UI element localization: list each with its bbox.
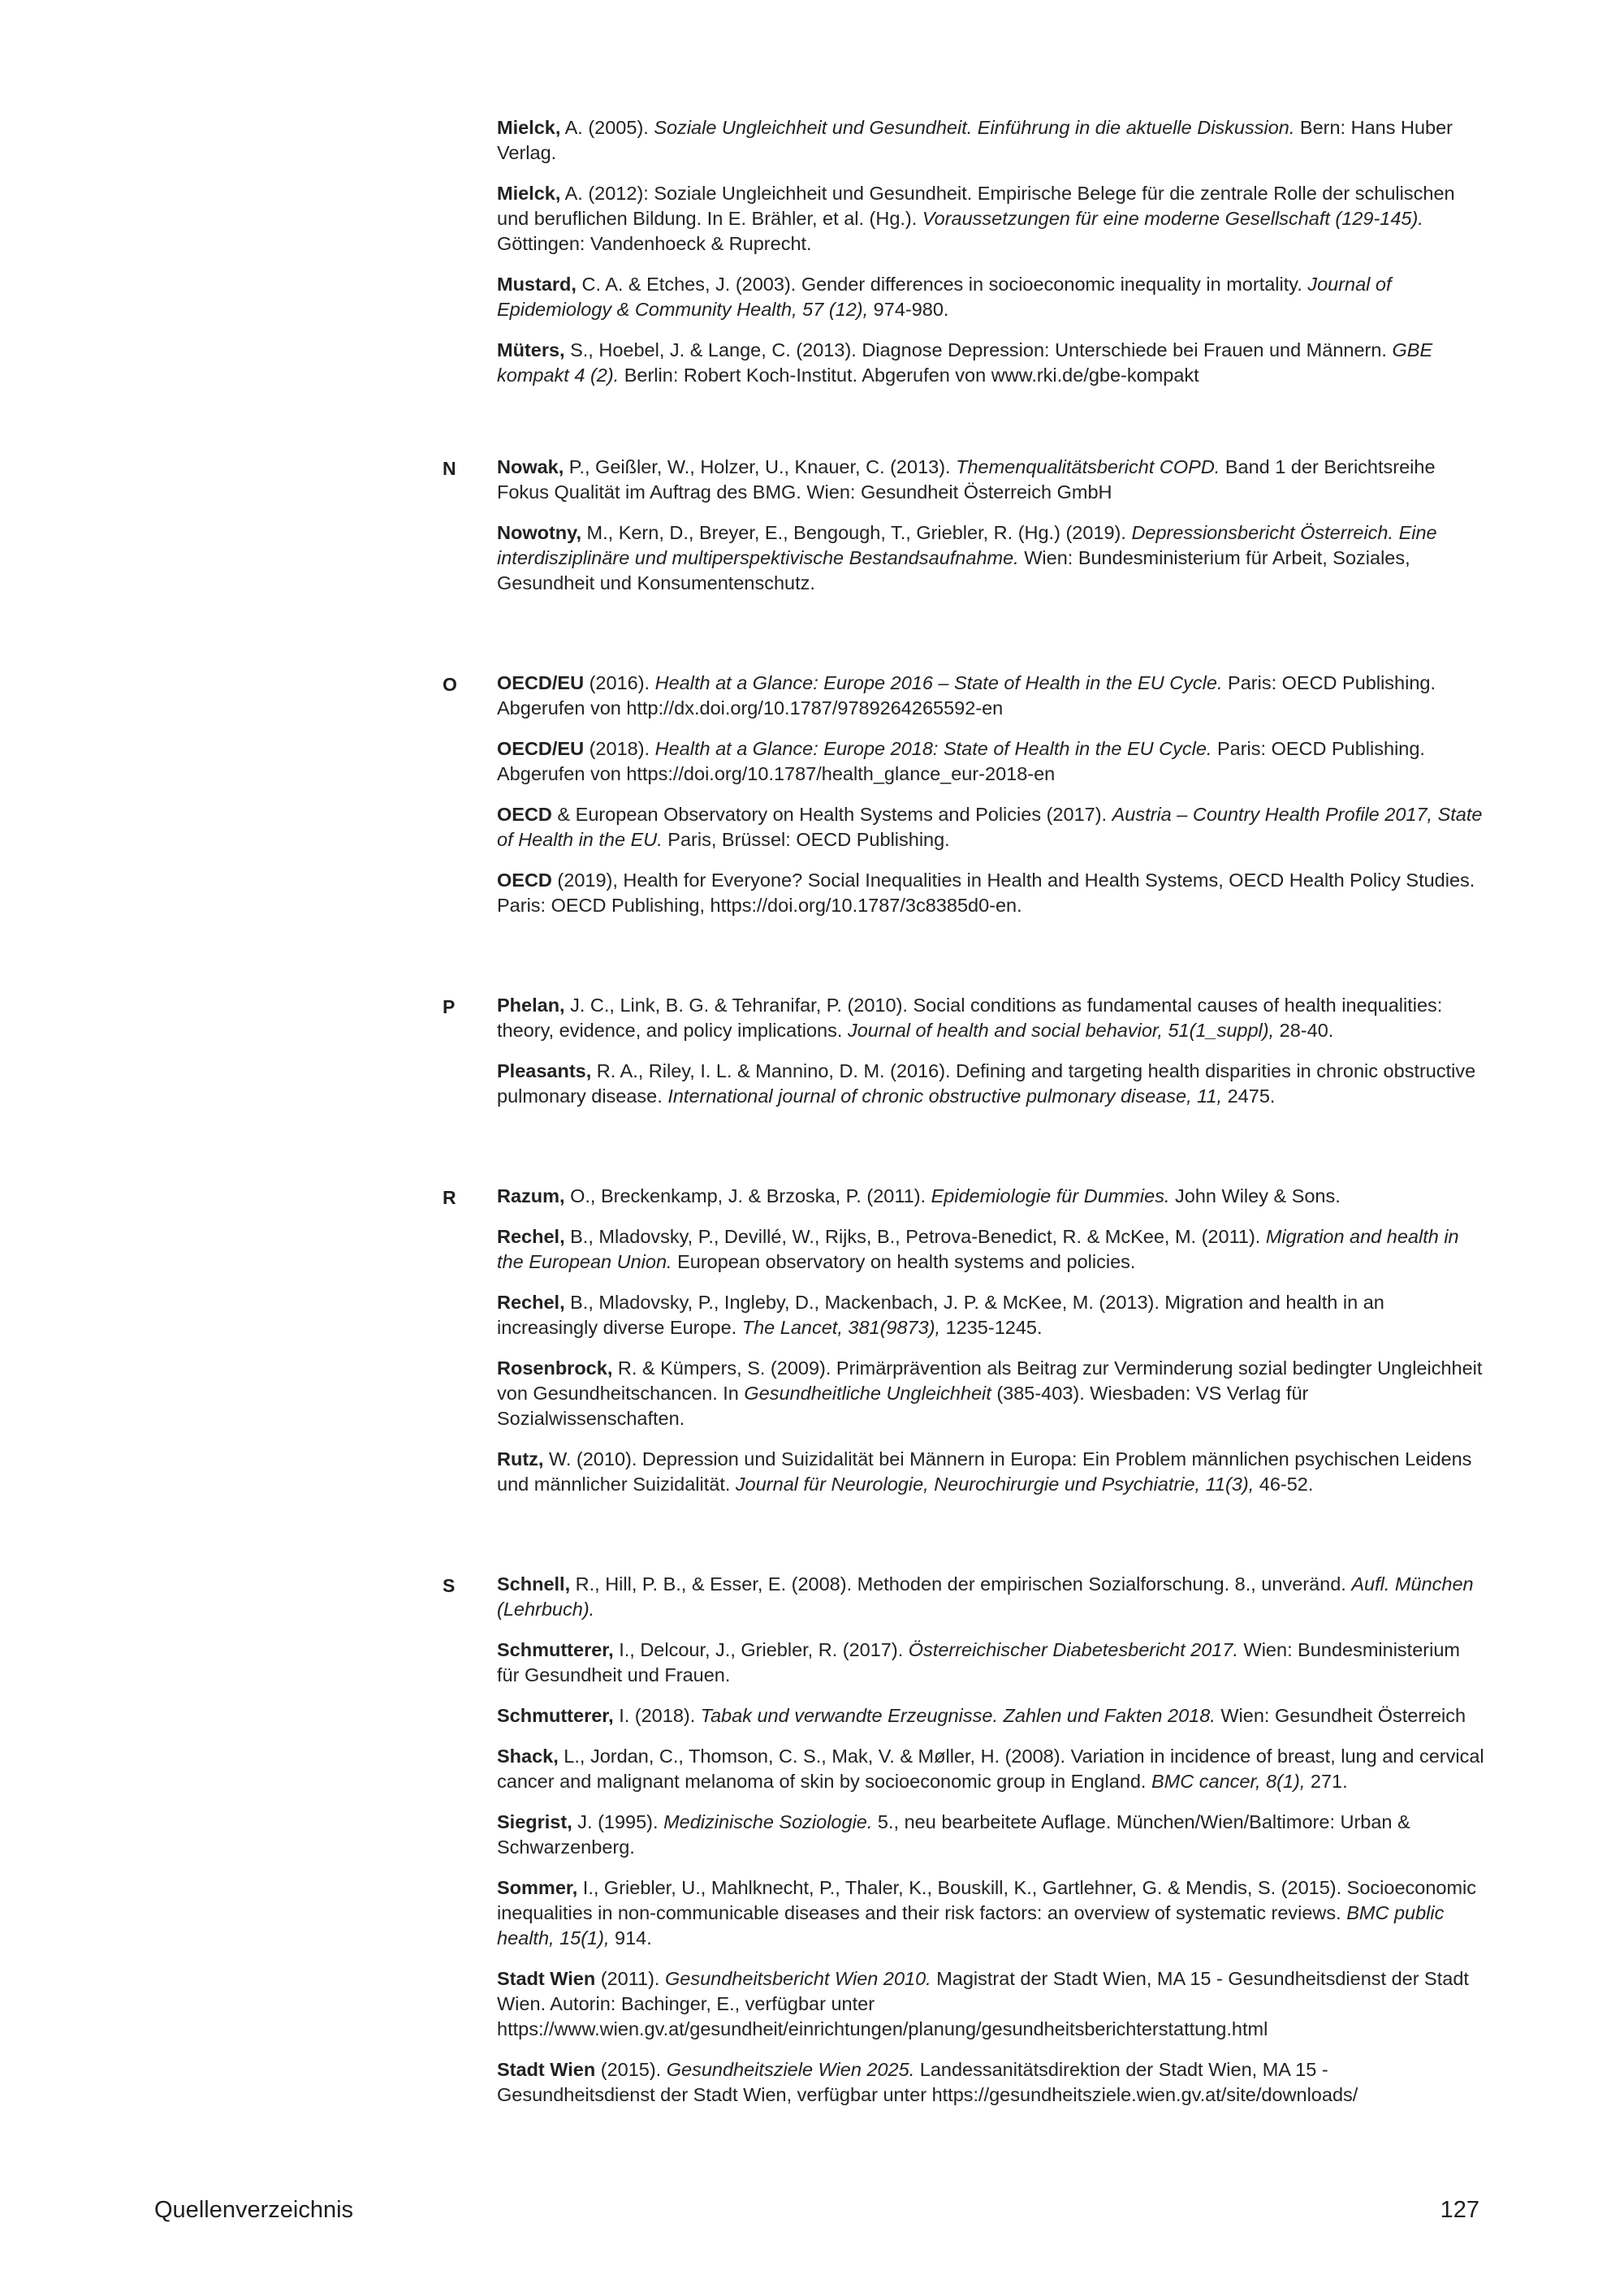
reference-title: Journal of health and social behavior, 51(1_suppl), xyxy=(847,1020,1275,1041)
reference-text: & European Observatory on Health Systems and Policies (2017). xyxy=(551,804,1112,825)
section-letter: S xyxy=(443,1575,456,1596)
reference-entry xyxy=(497,1572,1486,1622)
reference-title: Aufl. München (Lehrbuch). xyxy=(497,1573,1474,1620)
reference-text: Bern: Hans Huber Verlag. xyxy=(497,117,1453,163)
reference-text: (2016). xyxy=(584,672,655,693)
reference-text: B., Mladovsky, P., Devillé, W., Rijks, B., Petrova-Benedict, R. & McKee, M. (2011). xyxy=(564,1226,1266,1247)
reference-author: Stadt Wien xyxy=(497,2059,596,2080)
reference-entry xyxy=(497,993,1486,1043)
reference-title: Österreichischer Diabetesbericht 2017. xyxy=(908,1639,1238,1660)
reference-author: Schnell, xyxy=(497,1573,571,1595)
reference-author: Rechel, xyxy=(497,1226,565,1247)
reference-text: I., Delcour, J., Griebler, R. (2017). xyxy=(613,1639,909,1660)
reference-entry xyxy=(497,671,1486,721)
bibliography xyxy=(0,115,1624,2182)
reference-author: Rosenbrock, xyxy=(497,1357,613,1379)
reference-section xyxy=(0,115,1624,388)
reference-author: OECD/EU xyxy=(497,672,585,693)
reference-author: Rutz, xyxy=(497,1448,544,1470)
reference-title: Medizinische Soziologie. xyxy=(663,1811,873,1832)
reference-title: Migration and health in the European Union. xyxy=(497,1226,1459,1272)
reference-title: Depressionsbericht Österreich. Eine interdisziplinäre und multiperspektivische Bestandsaufnahme. xyxy=(497,522,1437,568)
reference-text: 271. xyxy=(1305,1771,1348,1792)
reference-text: (2015). xyxy=(595,2059,667,2080)
reference-text: Wien: Gesundheit Österreich xyxy=(1215,1705,1466,1726)
reference-entry xyxy=(497,1875,1486,1951)
reference-author: OECD xyxy=(497,804,552,825)
reference-title: Gesundheitsziele Wien 2025. xyxy=(666,2059,915,2080)
reference-text: C. A. & Etches, J. (2003). Gender differences in socioeconomic inequality in mortality. xyxy=(576,274,1308,295)
reference-text: Landessanitätsdirektion der Stadt Wien, MA 15 - Gesundheitsdienst der Stadt Wien, verfügbar unter https://gesundheitsziele.wien.gv.at/site/downloads/ xyxy=(497,2059,1358,2105)
reference-text: 28-40. xyxy=(1274,1020,1334,1041)
reference-entry xyxy=(497,1744,1486,1794)
reference-author: Razum, xyxy=(497,1185,565,1206)
reference-author: Phelan, xyxy=(497,995,565,1016)
reference-text: Berlin: Robert Koch-Institut. Abgerufen von www.rki.de/gbe-kompakt xyxy=(619,365,1199,386)
reference-title: Journal für Neurologie, Neurochirurgie und Psychiatrie, 11(3), xyxy=(735,1474,1255,1495)
reference-text: (2011). xyxy=(595,1968,665,1989)
reference-list xyxy=(497,115,1486,388)
reference-author: Nowotny, xyxy=(497,522,581,543)
reference-entry xyxy=(497,1703,1486,1728)
reference-entry xyxy=(497,1224,1486,1275)
reference-text: L., Jordan, C., Thomson, C. S., Mak, V. & Møller, H. (2008). Variation in incidence of breast, lung and cervical cancer and malignant melanoma of skin by socioeconomic group in England. xyxy=(497,1746,1484,1792)
reference-text: Paris, Brüssel: OECD Publishing. xyxy=(662,829,950,850)
reference-text: John Wiley & Sons. xyxy=(1169,1185,1341,1206)
reference-title: GBE kompakt 4 (2). xyxy=(497,339,1433,386)
reference-text: I. (2018). xyxy=(613,1705,701,1726)
reference-title: BMC cancer, 8(1), xyxy=(1151,1771,1306,1792)
reference-text: 5., neu bearbeitete Auflage. München/Wien/Baltimore: Urban & Schwarzenberg. xyxy=(497,1811,1410,1858)
reference-entry xyxy=(497,1290,1486,1340)
reference-title: Epidemiologie für Dummies. xyxy=(931,1185,1170,1206)
reference-text: (385-403). Wiesbaden: VS Verlag für Sozialwissenschaften. xyxy=(497,1383,1309,1429)
reference-entry xyxy=(497,1966,1486,2042)
reference-text: R. A., Riley, I. L. & Mannino, D. M. (2016). Defining and targeting health disparities in chronic obstructive pulmonary disease. xyxy=(497,1060,1476,1107)
reference-title: Health at a Glance: Europe 2016 – State of Health in the EU Cycle. xyxy=(654,672,1223,693)
reference-entry xyxy=(497,181,1486,257)
reference-author: Nowak, xyxy=(497,456,564,477)
reference-text: I., Griebler, U., Mahlknecht, P., Thaler, K., Bouskill, K., Gartlehner, G. & Mendis, S. (2015). Socioeconomic inequalities in non-communicable diseases and their risk factors: an overview of systematic reviews. xyxy=(497,1877,1477,1923)
reference-title: Voraussetzungen für eine moderne Gesellschaft (129-145). xyxy=(922,208,1423,229)
reference-title: BMC public health, 15(1), xyxy=(497,1902,1445,1949)
reference-section-n xyxy=(0,455,1624,596)
reference-text: R., Hill, P. B., & Esser, E. (2008). Methoden der empirischen Sozialforschung. 8., unveränd. xyxy=(570,1573,1352,1595)
reference-author: Sommer, xyxy=(497,1877,578,1898)
reference-text: Wien: Bundesministerium für Gesundheit und Frauen. xyxy=(497,1639,1460,1685)
reference-text: Magistrat der Stadt Wien, MA 15 - Gesundheitsdienst der Stadt Wien. Autorin: Bachinger, E., verfügbar unter https://www.wien.gv.at/gesundheit/einrichtungen/planung/gesundheitsberichterstattung.html xyxy=(497,1968,1469,2039)
reference-text: 914. xyxy=(609,1927,652,1949)
reference-author: Schmutterer, xyxy=(497,1639,614,1660)
reference-title: Gesundheitliche Ungleichheit xyxy=(744,1383,991,1404)
reference-entry xyxy=(497,802,1486,852)
reference-text: (2019), Health for Everyone? Social Inequalities in Health and Health Systems, OECD Health Policy Studies. Paris: OECD Publishing, https://doi.org/10.1787/3c8385d0-en. xyxy=(497,870,1475,916)
reference-title: Gesundheitsbericht Wien 2010. xyxy=(665,1968,931,1989)
reference-text: M., Kern, D., Breyer, E., Bengough, T., Griebler, R. (Hg.) (2019). xyxy=(581,522,1132,543)
reference-text: Band 1 der Berichtsreihe Fokus Qualität im Auftrag des BMG. Wien: Gesundheit Österreich GmbH xyxy=(497,456,1436,503)
reference-entry xyxy=(497,338,1486,388)
reference-author: OECD/EU xyxy=(497,738,585,759)
reference-entry xyxy=(497,455,1486,505)
reference-text: J. (1995). xyxy=(572,1811,664,1832)
reference-title: Health at a Glance: Europe 2018: State of Health in the EU Cycle. xyxy=(654,738,1212,759)
reference-section-s xyxy=(0,1572,1624,2108)
reference-title: Journal of Epidemiology & Community Health, 57 (12), xyxy=(497,274,1392,320)
reference-entry xyxy=(497,2057,1486,2108)
reference-author: OECD xyxy=(497,870,552,891)
reference-author: Shack, xyxy=(497,1746,559,1767)
reference-author: Stadt Wien xyxy=(497,1968,596,1989)
reference-title: Tabak und verwandte Erzeugnisse. Zahlen und Fakten 2018. xyxy=(700,1705,1216,1726)
reference-text: O., Breckenkamp, J. & Brzoska, P. (2011). xyxy=(564,1185,931,1206)
reference-section-o xyxy=(0,671,1624,918)
reference-entry xyxy=(497,1184,1486,1209)
reference-entry xyxy=(497,1356,1486,1431)
reference-entry xyxy=(497,272,1486,322)
section-letter: P xyxy=(443,996,456,1017)
reference-title: Soziale Ungleichheit und Gesundheit. Einführung in die aktuelle Diskussion. xyxy=(654,117,1295,138)
reference-entry xyxy=(497,1638,1486,1688)
reference-author: Rechel, xyxy=(497,1292,565,1313)
reference-text: J. C., Link, B. G. & Tehranifar, P. (2010). Social conditions as fundamental causes of health inequalities: theory, evidence, and policy implications. xyxy=(497,995,1443,1041)
section-letter: O xyxy=(443,674,457,695)
reference-author: Müters, xyxy=(497,339,565,360)
reference-entry xyxy=(497,868,1486,918)
reference-section-p xyxy=(0,993,1624,1109)
reference-text: A. (2012): Soziale Ungleichheit und Gesundheit. Empirische Belege für die zentrale Rolle der schulischen und beruflichen Bildung. In E. Brähler, et al. (Hg.). xyxy=(497,183,1455,229)
reference-list xyxy=(497,455,1486,596)
reference-title: Austria – Country Health Profile 2017, State of Health in the EU. xyxy=(497,804,1483,850)
reference-author: Mielck, xyxy=(497,117,561,138)
reference-title: International journal of chronic obstructive pulmonary disease, 11, xyxy=(667,1085,1223,1107)
reference-author: Mustard, xyxy=(497,274,577,295)
reference-list xyxy=(497,1572,1486,2108)
reference-entry xyxy=(497,115,1486,166)
reference-author: Mielck, xyxy=(497,183,561,204)
reference-entry xyxy=(497,1447,1486,1497)
reference-text: A. (2005). xyxy=(560,117,654,138)
reference-text: 974-980. xyxy=(868,299,949,320)
footer-title: Quellenverzeichnis xyxy=(154,2197,354,2223)
reference-title: The Lancet, 381(9873), xyxy=(741,1317,941,1338)
reference-text: Wien: Bundesministerium für Arbeit, Soziales, Gesundheit und Konsumentenschutz. xyxy=(497,547,1410,593)
reference-author: Siegrist, xyxy=(497,1811,572,1832)
reference-text: R. & Kümpers, S. (2009). Primärprävention als Beitrag zur Verminderung sozial bedingter Ungleichheit von Gesundheitschancen. In xyxy=(497,1357,1483,1404)
reference-entry xyxy=(497,1810,1486,1860)
reference-text: Paris: OECD Publishing. Abgerufen von http://dx.doi.org/10.1787/9789264265592-en xyxy=(497,672,1436,719)
reference-title: Themenqualitätsbericht COPD. xyxy=(956,456,1220,477)
reference-text: European observatory on health systems and policies. xyxy=(672,1251,1136,1272)
reference-entry xyxy=(497,520,1486,596)
section-letter: N xyxy=(443,458,456,479)
reference-author: Schmutterer, xyxy=(497,1705,614,1726)
page-number: 127 xyxy=(1440,2197,1479,2223)
reference-text: Göttingen: Vandenhoeck & Ruprecht. xyxy=(497,233,812,254)
reference-text: P., Geißler, W., Holzer, U., Knauer, C. (2013). xyxy=(564,456,957,477)
reference-list xyxy=(497,993,1486,1109)
reference-text: 2475. xyxy=(1222,1085,1276,1107)
reference-author: Pleasants, xyxy=(497,1060,592,1081)
reference-text: 1235-1245. xyxy=(940,1317,1043,1338)
reference-list xyxy=(497,671,1486,918)
reference-text: (2018). xyxy=(584,738,655,759)
reference-text: B., Mladovsky, P., Ingleby, D., Mackenbach, J. P. & McKee, M. (2013). Migration and health in an increasingly diverse Europe. xyxy=(497,1292,1384,1338)
reference-text: Paris: OECD Publishing. Abgerufen von https://doi.org/10.1787/health_glance_eur-2018-en xyxy=(497,738,1425,784)
reference-entry xyxy=(497,736,1486,787)
reference-list xyxy=(497,1184,1486,1497)
section-letter: R xyxy=(443,1187,456,1208)
reference-text: W. (2010). Depression und Suizidalität bei Männern in Europa: Ein Problem männlichen psychischen Leidens und männlicher Suizidalität. xyxy=(497,1448,1472,1495)
reference-entry xyxy=(497,1059,1486,1109)
reference-text: 46-52. xyxy=(1254,1474,1314,1495)
reference-section-r xyxy=(0,1184,1624,1497)
reference-text: S., Hoebel, J. & Lange, C. (2013). Diagnose Depression: Unterschiede bei Frauen und Männern. xyxy=(564,339,1393,360)
